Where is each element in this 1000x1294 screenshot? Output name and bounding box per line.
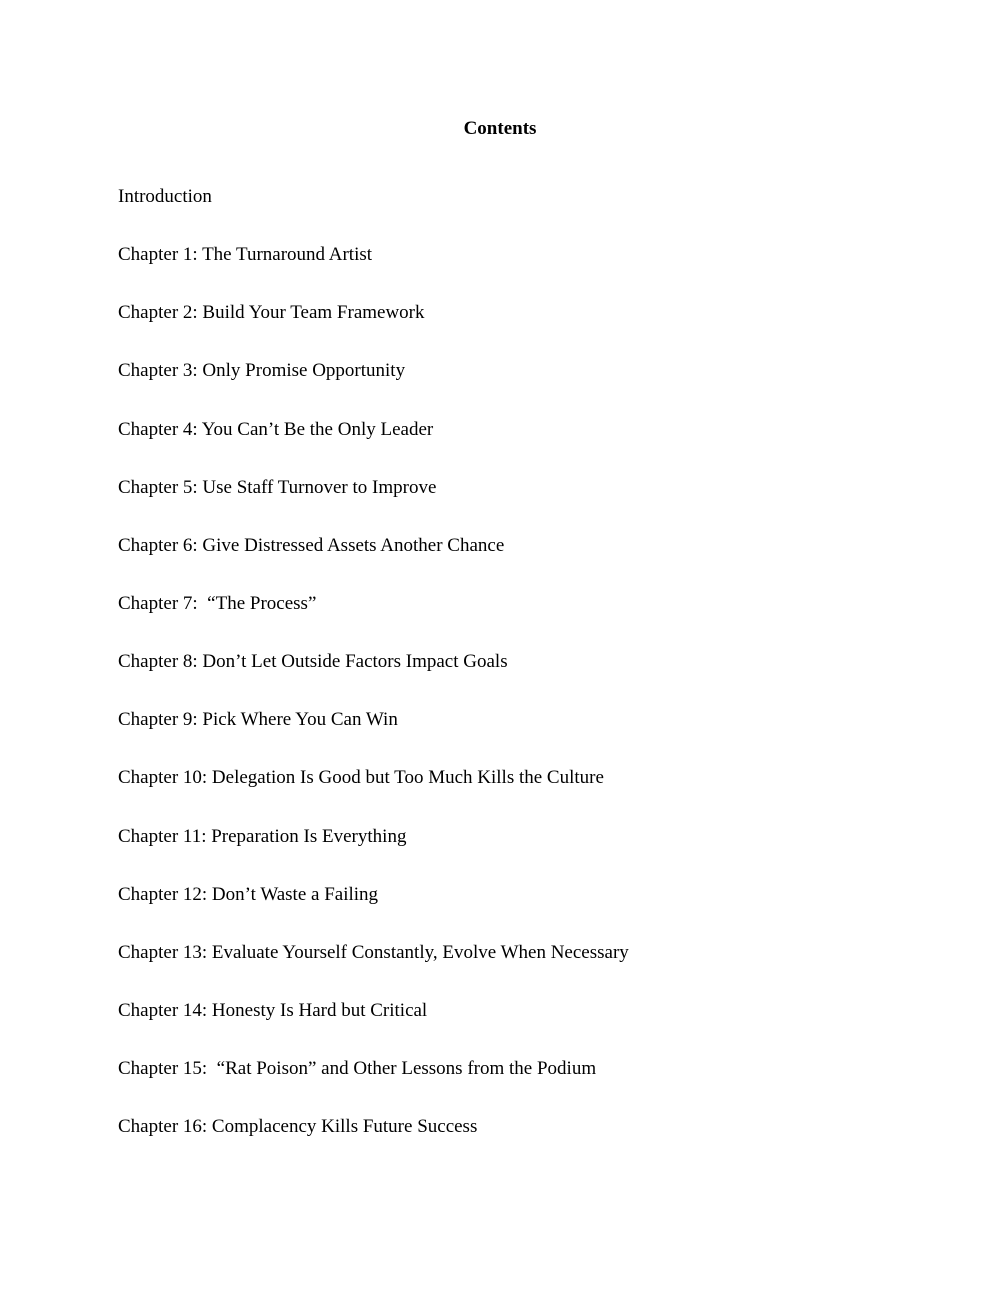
toc-entry-chapter-11: Chapter 11: Preparation Is Everything	[118, 825, 407, 847]
toc-entry-chapter-1: Chapter 1: The Turnaround Artist	[118, 244, 373, 266]
toc-entry-introduction: Introduction	[118, 186, 212, 207]
toc-entry-chapter-9: Chapter 9: Pick Where You Can Win	[118, 709, 398, 731]
toc-entry-chapter-16: Chapter 16: Complacency Kills Future Success	[118, 1116, 478, 1138]
toc-entry-chapter-5: Chapter 5: Use Staff Turnover to Improve	[118, 476, 437, 498]
toc-entry-chapter-8: Chapter 8: Don’t Let Outside Factors Impact Goals	[118, 651, 508, 673]
table-of-contents	[118, 184, 629, 1172]
toc-entry-chapter-14: Chapter 14: Honesty Is Hard but Critical	[118, 999, 428, 1021]
toc-entry-chapter-3: Chapter 3: Only Promise Opportunity	[118, 360, 406, 382]
toc-entry-chapter-6: Chapter 6: Give Distressed Assets Another Chance	[118, 534, 505, 556]
page-title: Contents	[463, 118, 537, 139]
toc-entry-chapter-4: Chapter 4: You Can’t Be the Only Leader	[118, 418, 434, 440]
toc-entry-chapter-12: Chapter 12: Don’t Waste a Failing	[118, 883, 379, 905]
toc-entry-chapter-7: Chapter 7: “The Process”	[118, 592, 317, 614]
toc-entry-chapter-13: Chapter 13: Evaluate Yourself Constantly, Evolve When Necessary	[118, 941, 629, 963]
toc-entry-chapter-2: Chapter 2: Build Your Team Framework	[118, 302, 425, 324]
toc-entry-chapter-10: Chapter 10: Delegation Is Good but Too Much Kills the Culture	[118, 767, 604, 789]
toc-entry-chapter-15: Chapter 15: “Rat Poison” and Other Lessons from the Podium	[118, 1058, 597, 1080]
